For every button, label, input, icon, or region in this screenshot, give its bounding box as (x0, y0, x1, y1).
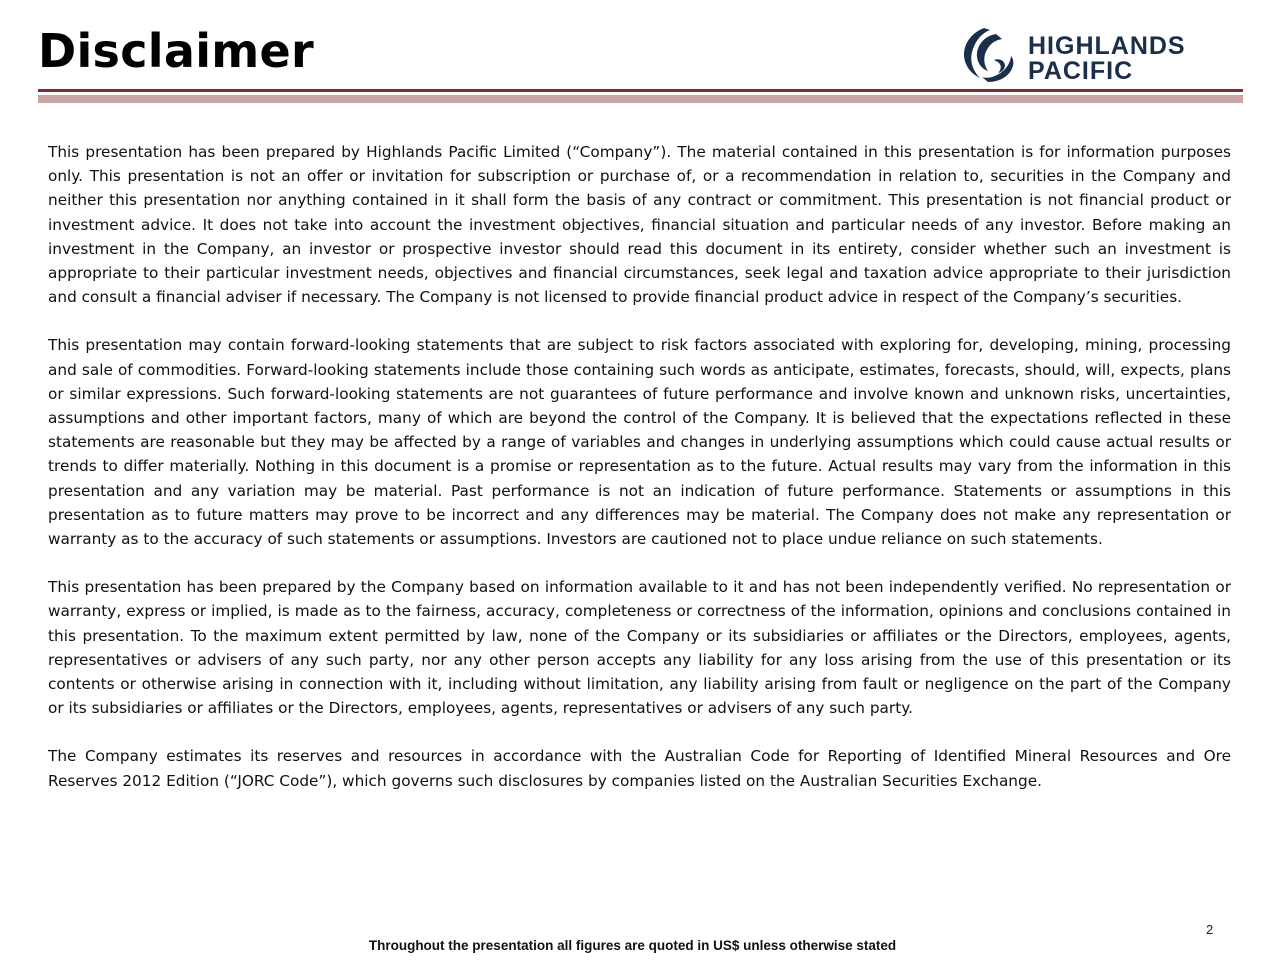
company-logo (958, 24, 1248, 96)
highlands-pacific-swirl-logo-icon (958, 24, 1022, 94)
logo-wordmark (1028, 34, 1186, 84)
logo-line-pacific: PACIFIC (1028, 57, 1134, 85)
paragraph-jorc-code: The Company estimates its reserves and resources in accordance with the Australian Code for Reporting of Identified Mineral Resources and Ore Reserves 2012 Edition (“JORC Code”), which governs such disclosures by companies listed on the Australian Securities Exchange. (48, 747, 1231, 790)
footer-note: Throughout the presentation all figures are quoted in US$ unless otherwise stated (368, 938, 897, 953)
header-rule-dark (38, 89, 1243, 92)
logo-line-highlands: HIGHLANDS (1028, 32, 1186, 60)
paragraph-forward-looking: This presentation may contain forward-looking statements that are subject to risk factors associated with exploring for, developing, mining, processing and sale of commodities. Forward-looking statements include those containing such words as anticipate, estimates, forecasts, should, will, expects, plans or similar expressions. Such forward-looking statements are not guarantees of future performance and involve known and unknown risks, uncertainties, assumptions and other important factors, many of which are beyond the control of the Company. It is believed that the expectations reflected in these statements are reasonable but they may be affected by a range of variables and changes in underlying assumptions which could cause actual results or trends to differ materially. Nothing in this document is a promise or representation as to the future. Actual results may vary from the information in this presentation and any variation may be material. Past performance is not an indication of future performance. Statements or assumptions in this presentation as to future matters may prove to be incorrect and any differences may be material. The Company does not make any representation or warranty as to the accuracy of such statements or assumptions. Investors are cautioned not to place undue reliance on such statements. (48, 336, 1231, 549)
disclaimer-body (48, 140, 1231, 817)
page-number: 2 (1206, 922, 1214, 937)
paragraph-general-information: This presentation has been prepared by Highlands Pacific Limited (“Company”). The material contained in this presentation is for information purposes only. This presentation is not an offer or invitation for subscription or purchase of, or a recommendation in relation to, securities in the Company and neither this presentation nor anything contained in it shall form the basis of any contract or commitment. This presentation is not financial product or investment advice. It does not take into account the investment objectives, financial situation and particular needs of any investor. Before making an investment in the Company, an investor or prospective investor should read this document in its entirety, consider whether such an investment is appropriate to their particular investment needs, objectives and financial circumstances, seek legal and taxation advice appropriate to their jurisdiction and consult a financial adviser if necessary. The Company is not licensed to provide financial product advice in respect of the Company’s securities. (48, 143, 1231, 307)
page-title: Disclaimer (38, 24, 314, 78)
header-rule-light (38, 95, 1243, 103)
paragraph-no-representation: This presentation has been prepared by the Company based on information available to it and has not been independently verified. No representation or warranty, express or implied, is made as to the fairness, accuracy, completeness or correctness of the information, opinions and conclusions contained in this presentation. To the maximum extent permitted by law, none of the Company or its subsidiaries or affiliates or the Directors, employees, agents, representatives or advisers of any such party, nor any other person accepts any liability for any loss arising from the use of this presentation or its contents or otherwise arising in connection with it, including without limitation, any liability arising from fault or negligence on the part of the Company or its subsidiaries or affiliates or the Directors, employees, agents, representatives or advisers of any such party. (48, 578, 1231, 718)
